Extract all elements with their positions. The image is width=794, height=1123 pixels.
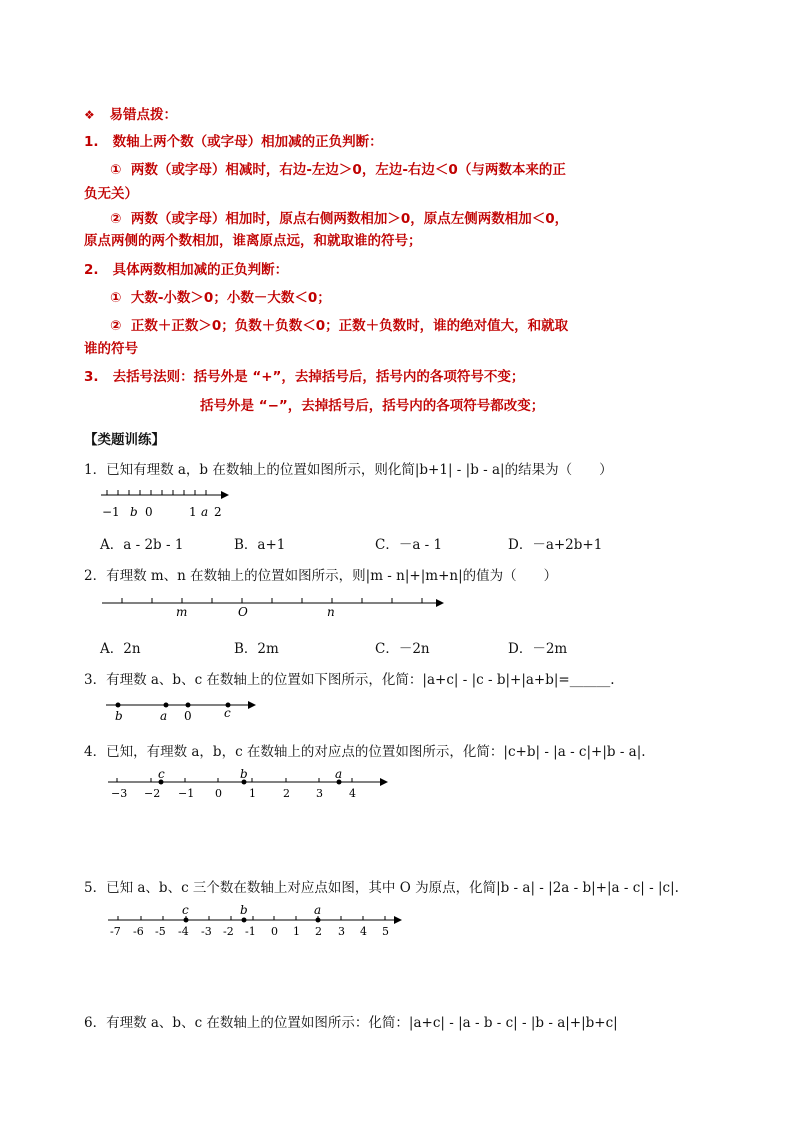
q4-number-line bbox=[104, 767, 394, 801]
q1-option-b: B．a+1 bbox=[234, 537, 286, 553]
tip-item-1: 1. 数轴上两个数（或字母）相加减的正负判断： bbox=[84, 134, 383, 150]
q4-tick: 0 bbox=[215, 787, 222, 800]
q1-label: 1 bbox=[189, 505, 197, 519]
q3-label-zero: 0 bbox=[184, 709, 192, 723]
q3-number-line bbox=[100, 697, 260, 725]
q1-label: a bbox=[201, 505, 209, 519]
q5-number-line bbox=[104, 902, 404, 938]
tip-item-2-1: ① 大数-小数＞0；小数－大数＜0； bbox=[110, 290, 331, 306]
q2-option-d: D．－2m bbox=[508, 641, 568, 657]
tip-item-1-2-cont: 原点两侧的两个数相加，谁离原点远，和就取谁的符号； bbox=[84, 233, 422, 249]
q2-label-n: n bbox=[327, 605, 335, 619]
q5-point-b: b bbox=[240, 903, 248, 917]
q2-label-origin: O bbox=[238, 605, 248, 619]
tip-item-2-2: ② 正数＋正数＞0；负数＋负数＜0；正数＋负数时，谁的绝对值大，和就取 bbox=[110, 318, 569, 334]
training-title: 【类题训练】 bbox=[84, 432, 165, 448]
question-3-text: 3．有理数 a、b、c 在数轴上的位置如下图所示，化简：|a+c| - |c - b|+|a+b|=______. bbox=[84, 672, 615, 688]
tip-item-3: 3. 去括号法则：括号外是 “+”，去掉括号后，括号内的各项符号不变； bbox=[84, 369, 525, 385]
q2-number-line bbox=[98, 594, 448, 620]
question-2-text: 2．有理数 m、n 在数轴上的位置如图所示，则|m - n|+|m+n|的值为（ ） bbox=[84, 568, 558, 584]
q3-label-a: a bbox=[160, 709, 168, 723]
q5-point-c: c bbox=[182, 903, 189, 917]
tips-heading: ❖ 易错点拨： bbox=[84, 107, 177, 123]
q5-tick: -3 bbox=[201, 925, 212, 938]
q1-option-c: C．－a - 1 bbox=[375, 537, 443, 553]
q1-label: 0 bbox=[145, 505, 153, 519]
q2-label-m: m bbox=[176, 605, 188, 619]
q5-tick: 0 bbox=[271, 925, 278, 938]
q2-option-a: A．2n bbox=[100, 641, 141, 657]
q1-label: −1 bbox=[102, 505, 120, 519]
q4-point-b: b bbox=[240, 767, 248, 781]
q3-label-b: b bbox=[115, 709, 123, 723]
q4-point-c: c bbox=[158, 767, 165, 781]
q4-tick: −3 bbox=[111, 787, 128, 800]
tip-item-1-1: ① 两数（或字母）相减时，右边-左边＞0，左边-右边＜0（与两数本来的正 bbox=[110, 162, 566, 178]
question-1-text: 1．已知有理数 a，b 在数轴上的位置如图所示，则化简|b+1| - |b - a|的结果为（ ） bbox=[84, 462, 613, 478]
question-5-text: 5．已知 a、b、c 三个数在数轴上对应点如图，其中 O 为原点，化简|b - a| - |2a - b|+|a - c| - |c|. bbox=[84, 880, 679, 896]
q5-tick: 2 bbox=[315, 925, 322, 938]
q5-tick: -4 bbox=[178, 925, 189, 938]
q5-tick: 1 bbox=[293, 925, 300, 938]
q1-label: b bbox=[130, 505, 138, 519]
q4-tick: 1 bbox=[249, 787, 256, 800]
question-6-text: 6．有理数 a、b、c 在数轴上的位置如图所示：化简：|a+c| - |a - b - c| - |b - a|+|b+c| bbox=[84, 1015, 618, 1031]
q1-option-a: A．a - 2b - 1 bbox=[100, 537, 184, 553]
q3-label-c: c bbox=[224, 706, 231, 720]
q5-tick: -7 bbox=[110, 925, 121, 938]
q1-label: 2 bbox=[214, 505, 222, 519]
q4-tick: 2 bbox=[283, 787, 290, 800]
q5-tick: -5 bbox=[155, 925, 166, 938]
q4-point-a: a bbox=[335, 767, 343, 781]
tip-item-2: 2. 具体两数相加减的正负判断： bbox=[84, 262, 289, 278]
q1-number-line bbox=[95, 485, 230, 521]
bullet-icon: ❖ bbox=[84, 108, 95, 122]
tip-item-1-2: ② 两数（或字母）相加时，原点右侧两数相加＞0，原点左侧两数相加＜0， bbox=[110, 211, 569, 227]
q4-tick: 4 bbox=[349, 787, 356, 800]
q5-tick: -2 bbox=[223, 925, 234, 938]
q4-tick: −1 bbox=[178, 787, 195, 800]
q5-tick: 5 bbox=[382, 925, 389, 938]
question-4-text: 4．已知，有理数 a，b，c 在数轴上的对应点的位置如图所示，化简：|c+b| - |a - c|+|b - a|. bbox=[84, 744, 646, 760]
q5-point-a: a bbox=[314, 903, 322, 917]
q2-option-c: C．－2n bbox=[375, 641, 430, 657]
q5-tick: 3 bbox=[338, 925, 345, 938]
q5-tick: -1 bbox=[245, 925, 256, 938]
q1-option-d: D．－a+2b+1 bbox=[508, 537, 603, 553]
q5-tick: -6 bbox=[133, 925, 144, 938]
q4-tick: −2 bbox=[144, 787, 161, 800]
tip-item-1-1-cont: 负无关） bbox=[84, 186, 138, 202]
tip-item-2-2-cont: 谁的符号 bbox=[84, 341, 138, 357]
q2-option-b: B．2m bbox=[234, 641, 279, 657]
q4-tick: 3 bbox=[316, 787, 323, 800]
tip-item-3-cont: 括号外是 “−”，去掉括号后，括号内的各项符号都改变； bbox=[200, 398, 545, 414]
q5-tick: 4 bbox=[360, 925, 367, 938]
